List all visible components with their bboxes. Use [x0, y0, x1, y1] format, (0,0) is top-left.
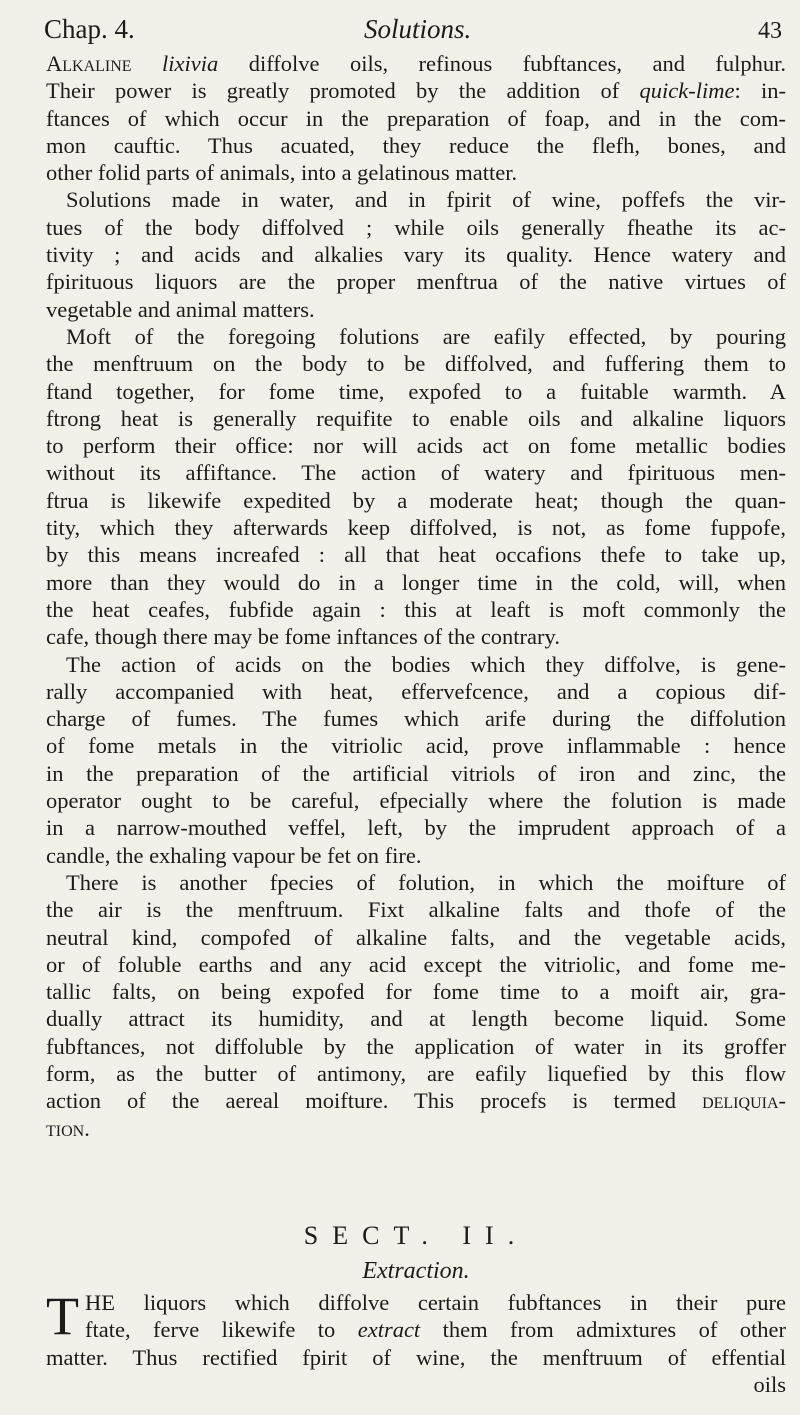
italic-text: extract: [357, 1317, 421, 1343]
text-segment: tity, which they afterwards keep diffolved, is not, as fome fuppofe,: [46, 515, 786, 541]
running-header: [44, 14, 782, 50]
text-line: [46, 569, 786, 596]
chapter-label: Chap. 4.: [44, 14, 135, 44]
text-segment: action of the aereal moifture. This procefs is termed: [46, 1088, 703, 1114]
text-segment: in the preparation of the artificial vitriols of iron and zinc, the: [46, 760, 786, 786]
text-segment: charge of fumes. The fumes which arife during the diffolution: [46, 706, 786, 732]
text-line: [46, 924, 786, 951]
text-line: [46, 1033, 786, 1060]
text-segment: candle, the exhaling vapour be fet on fire.: [46, 842, 422, 868]
text-line: [46, 296, 786, 323]
text-segment: ftrua is likewife expedited by a moderate heat; though the quan-: [46, 487, 786, 513]
text-segment: of fome metals in the vitriolic acid, prove inflammable : hence: [46, 733, 786, 759]
text-segment: fpirituous liquors are the proper menftrua of the native virtues of: [46, 269, 786, 295]
text-segment: tallic falts, on being expofed for fome time to a moift air, gra-: [46, 979, 786, 1005]
text-line: [46, 1087, 786, 1114]
text-line: [46, 132, 786, 159]
text-line: [46, 814, 786, 841]
text-segment: vegetable and animal matters.: [46, 296, 315, 322]
text-line: [46, 705, 786, 732]
text-segment: in a narrow-mouthed veffel, left, by the imprudent approach of a: [46, 815, 786, 841]
text-segment: diffolve oils, refinous fubftances, and fulphur.: [218, 51, 787, 76]
text-segment: The action of acids on the bodies which they diffolve, is gene-: [66, 651, 786, 677]
section-paragraph: [46, 1286, 786, 1398]
text-segment: tion.: [46, 1115, 90, 1141]
text-line: [46, 1060, 786, 1087]
text-line: [46, 405, 786, 432]
text-line: [46, 159, 786, 186]
text-segment: ftances of which occur in the preparation of foap, and in the com-: [46, 105, 786, 131]
text-segment: fubftances, not diffoluble by the application of water in its groffer: [46, 1033, 786, 1059]
text-line: [46, 1344, 786, 1371]
text-segment: to perform their office: nor will acids act on fome metallic bodies: [46, 433, 786, 459]
text-line: [46, 596, 786, 623]
text-segment: operator ought to be careful, efpecially where the folution is made: [46, 788, 786, 814]
text-segment: dually attract its humidity, and at length become liquid. Some: [46, 1006, 786, 1032]
text-line: [46, 105, 786, 132]
text-line: [46, 623, 786, 650]
text-line: [46, 678, 786, 705]
text-line: [46, 787, 786, 814]
text-segment: Their power is greatly promoted by the addition of: [46, 78, 640, 104]
text-segment: tivity ; and acids and alkalies vary its quality. Hence watery and: [46, 242, 786, 268]
text-line: [46, 1371, 786, 1398]
text-segment: the air is the menftruum. Fixt alkaline falts and thofe of the: [46, 897, 786, 923]
italic-text: quick-lime: [639, 78, 735, 104]
text-segment: ftand together, for fome time, expofed to a fuitable warmth. A: [46, 378, 786, 404]
section-heading: SECT. II.: [303, 1221, 529, 1250]
text-line: [46, 1289, 786, 1316]
text-line: [46, 214, 786, 241]
text-line: [46, 1316, 786, 1343]
text-segment: ftate, ferve likewife to: [85, 1317, 358, 1343]
text-segment: the heat ceafes, fubfide again : this at leaft is moft commonly the: [46, 596, 786, 622]
text-line: [46, 378, 786, 405]
text-line: [46, 1115, 786, 1142]
text-segment: tues of the body diffolved ; while oils generally fheathe its ac-: [46, 214, 786, 240]
page-number: 43: [758, 18, 782, 44]
text-segment: [132, 51, 162, 76]
text-segment: ftrong heat is generally requifite to enable oils and alkaline liquors: [46, 405, 786, 431]
text-segment: oils: [753, 1371, 786, 1397]
text-line: [46, 268, 786, 295]
text-line: [46, 541, 786, 568]
text-line: [46, 459, 786, 486]
text-segment: without its affiftance. The action of watery and fpirituous men-: [46, 460, 786, 486]
text-line: [46, 350, 786, 377]
drop-cap: T: [46, 1286, 79, 1346]
body-text: [46, 50, 786, 1142]
text-line: [46, 896, 786, 923]
text-line: [46, 951, 786, 978]
italic-text: lixivia: [162, 51, 219, 76]
text-line: [46, 760, 786, 787]
text-segment: HE liquors which diffolve certain fubftances in their pure: [85, 1290, 786, 1315]
text-line: [46, 77, 786, 104]
text-segment: by this means increafed : all that heat occafions thefe to take up,: [46, 542, 786, 568]
text-line: [46, 514, 786, 541]
text-segment: cafe, though there may be fome inftances of the contrary.: [46, 624, 560, 650]
text-line: [46, 186, 786, 213]
text-line: [46, 651, 786, 678]
text-segment: the menftruum on the body to be diffolved, and fuffering them to: [46, 351, 786, 377]
section-subheading: Extraction.: [362, 1258, 470, 1284]
text-line: [46, 432, 786, 459]
text-segment: them from admixtures of other: [420, 1317, 786, 1343]
text-line: [46, 732, 786, 759]
text-line: [46, 50, 786, 77]
text-line: [46, 1005, 786, 1032]
running-title: Solutions.: [364, 14, 472, 44]
text-line: [46, 323, 786, 350]
text-segment: more than they would do in a longer time in the cold, will, when: [46, 569, 786, 595]
text-segment: There is another fpecies of folution, in which the moifture of: [66, 869, 786, 895]
text-segment: or of foluble earths and any acid except the vitriolic, and fome me-: [46, 951, 786, 977]
text-segment: : in-: [734, 78, 786, 104]
section-two: [46, 1218, 786, 1398]
text-line: [46, 869, 786, 896]
text-segment: other folid parts of animals, into a gelatinous matter.: [46, 160, 518, 186]
text-segment: neutral kind, compofed of alkaline falts, and the vegetable acids,: [46, 924, 786, 950]
text-line: [46, 241, 786, 268]
text-segment: form, as the butter of antimony, are eafily liquefied by this flow: [46, 1060, 786, 1086]
text-line: [46, 978, 786, 1005]
text-segment: Solutions made in water, and in fpirit of wine, poffefs the vir-: [66, 187, 786, 213]
text-segment: Alkaline: [46, 51, 132, 76]
text-segment: mon cauftic. Thus acuated, they reduce the flefh, bones, and: [46, 132, 786, 158]
text-segment: matter. Thus rectified fpirit of wine, the menftruum of effential: [46, 1344, 786, 1370]
text-segment: deliquia-: [702, 1088, 786, 1114]
text-line: [46, 487, 786, 514]
text-segment: rally accompanied with heat, effervefcence, and a copious dif-: [46, 678, 786, 704]
text-line: [46, 842, 786, 869]
text-segment: Moft of the foregoing folutions are eafily effected, by pouring: [66, 323, 786, 349]
